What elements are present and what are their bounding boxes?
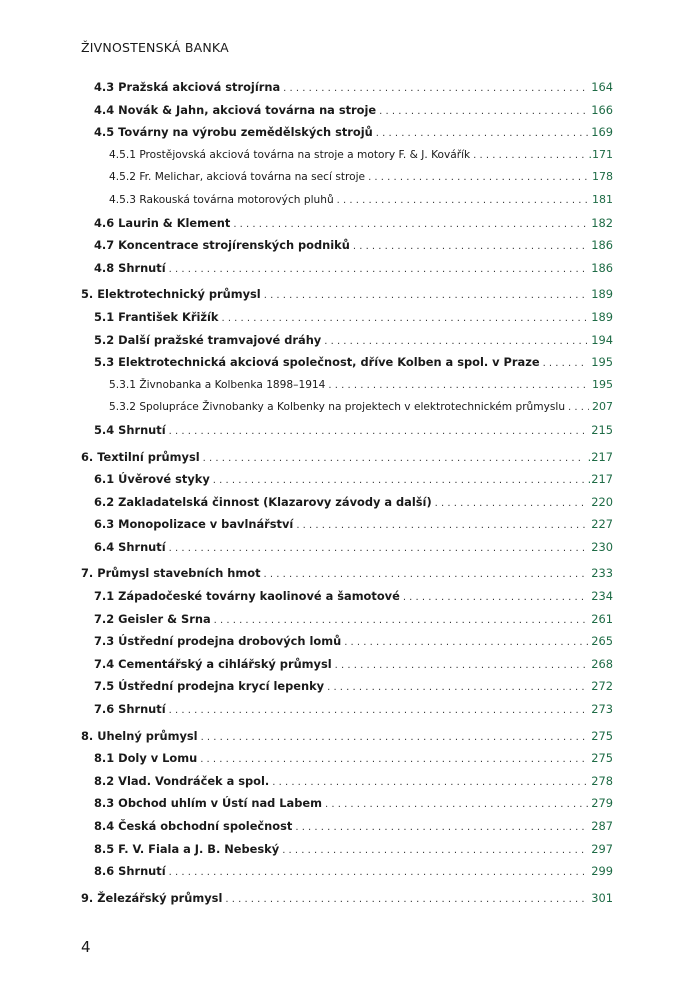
- dot-leader: [568, 397, 589, 420]
- dot-leader: [233, 214, 588, 237]
- toc-entry-page: 189: [591, 287, 613, 302]
- toc-entry-title: 5.3.1 Živnobanka a Kolbenka 1898–1914: [109, 378, 326, 391]
- toc-entry-title: 8. Uhelný průmysl: [81, 728, 198, 743]
- toc-entry-title: 5. Elektrotechnický průmysl: [81, 287, 261, 302]
- toc-entry: [81, 351, 613, 374]
- toc-entry-page: 215: [591, 422, 613, 437]
- toc-entry: [81, 76, 613, 99]
- toc-entry-page: 169: [591, 125, 613, 140]
- toc-entry: [81, 536, 613, 559]
- toc-entry-page: 275: [591, 728, 613, 743]
- toc-entry-page: 297: [591, 841, 613, 856]
- toc-entry-page: 273: [591, 702, 613, 717]
- toc-entry: [81, 396, 613, 419]
- toc-entry: [81, 698, 613, 721]
- toc-entry-page: 230: [591, 539, 613, 554]
- toc-entry-title: 5.1 František Křižík: [94, 309, 219, 324]
- toc-entry-title: 4.5.3 Rakouská továrna motorových pluhů: [109, 193, 334, 206]
- toc-entry-title: 7.2 Geisler & Srna: [94, 611, 211, 626]
- toc-entry: [81, 257, 613, 280]
- dot-leader: [325, 794, 588, 817]
- toc-entry-title: 4.6 Laurin & Klement: [94, 215, 231, 230]
- dot-leader: [403, 587, 588, 610]
- toc-entry: [81, 306, 613, 329]
- toc-entry: [81, 446, 613, 469]
- dot-leader: [225, 889, 588, 912]
- toc-entry-page: 195: [591, 355, 613, 370]
- toc-entry-page: 166: [591, 102, 613, 117]
- toc-entry: [81, 329, 613, 352]
- dot-leader: [435, 493, 589, 516]
- toc-entry: [81, 468, 613, 491]
- toc-entry-page: 220: [591, 494, 613, 509]
- dot-leader: [264, 564, 589, 587]
- dot-leader: [169, 700, 589, 723]
- toc-entry-page: 227: [591, 517, 613, 532]
- toc-entry-title: 8.5 F. V. Fiala a J. B. Nebeský: [94, 841, 280, 856]
- toc-entry-title: 8.4 Česká obchodní společnost: [94, 819, 293, 833]
- toc-entry-title: 9. Železářský průmysl: [81, 890, 223, 905]
- toc-entry-title: 6. Textilní průmysl: [81, 449, 200, 464]
- toc-entry-title: 8.1 Doly v Lomu: [94, 751, 198, 766]
- toc-entry-page: 186: [591, 238, 613, 253]
- toc-entry-page: 275: [591, 751, 613, 766]
- toc-entry-page: 195: [592, 377, 613, 391]
- toc-entry-page: 233: [591, 566, 613, 581]
- running-head: ŽIVNOSTENSKÁ BANKA: [81, 40, 229, 55]
- toc-entry: [81, 608, 613, 631]
- dot-leader: [282, 840, 588, 863]
- toc-entry-page: 234: [591, 589, 613, 604]
- dot-leader: [169, 538, 589, 561]
- toc-entry: [81, 491, 613, 514]
- toc-entry-title: 7.1 Západočeské továrny kaolinové a šamotové: [94, 589, 400, 604]
- toc-entry-page: .217: [587, 449, 613, 464]
- toc-entry: [81, 513, 613, 536]
- toc-entry-title: 7.5 Ústřední prodejna krycí lepenky: [94, 679, 325, 694]
- dot-leader: [296, 515, 588, 538]
- toc-entry: [81, 166, 613, 189]
- toc-entry-title: 4.7 Koncentrace strojírenských podniků: [94, 238, 350, 253]
- toc-entry-page: 182: [591, 215, 613, 230]
- toc-entry-title: 7.3 Ústřední prodejna drobových lomů: [94, 634, 342, 649]
- toc-entry-page: 265: [591, 634, 613, 649]
- toc-entry-page: 186: [591, 260, 613, 275]
- dot-leader: [337, 190, 589, 213]
- dot-leader: [368, 167, 589, 190]
- toc-entry-page: 164: [591, 80, 613, 94]
- toc-entry-title: 4.5.1 Prostějovská akciová továrna na stroje a motory F. & J. Kovářík: [109, 148, 471, 161]
- toc-entry-page: 194: [591, 332, 613, 347]
- toc-entry: [81, 838, 613, 861]
- dot-leader: [169, 259, 589, 282]
- dot-leader: [295, 817, 588, 840]
- toc-entry: [81, 770, 613, 793]
- toc-entry: [81, 675, 613, 698]
- toc-entry-title: 8.3 Obchod uhlím v Ústí nad Labem: [94, 796, 322, 811]
- toc-entry: [81, 212, 613, 235]
- toc-entry: [81, 860, 613, 883]
- toc-entry-page: 278: [591, 773, 613, 788]
- toc-entry-page: 299: [591, 864, 613, 879]
- toc-entry: [81, 99, 613, 122]
- toc-entry: [81, 144, 613, 167]
- toc-entry-page: 268: [591, 656, 613, 671]
- toc-entry: [81, 189, 613, 212]
- dot-leader: [344, 632, 588, 655]
- toc-entry-page: .217: [587, 472, 613, 487]
- toc-entry-title: 7. Průmysl stavebních hmot: [81, 566, 261, 581]
- toc-entry: [81, 815, 613, 838]
- dot-leader: [376, 123, 588, 146]
- dot-leader: [473, 145, 585, 168]
- dot-leader: [379, 101, 588, 124]
- dot-leader: [283, 78, 588, 101]
- toc-entry-title: 6.1 Úvěrové styky: [94, 472, 210, 487]
- toc-entry-title: 5.3.2 Spolupráce Živnobanky a Kolbenky na projektech v elektrotechnickém průmyslu: [109, 401, 566, 414]
- toc-entry-title: 7.4 Cementářský a cihlářský průmysl: [94, 656, 332, 671]
- toc-entry-page: 189: [591, 309, 613, 324]
- toc-entry-page: 301: [591, 890, 613, 905]
- toc-entry-page: 287: [591, 819, 613, 833]
- toc-entry-title: 8.2 Vlad. Vondráček a spol.: [94, 773, 270, 788]
- toc-entry: [81, 792, 613, 815]
- dot-leader: [272, 772, 588, 795]
- toc-entry: [81, 653, 613, 676]
- toc-entry: [81, 887, 613, 910]
- dot-leader: [335, 655, 589, 678]
- dot-leader: [327, 677, 588, 700]
- toc-entry: [81, 630, 613, 653]
- dot-leader: [214, 610, 589, 633]
- dot-leader: [200, 749, 588, 772]
- toc-entry: [81, 725, 613, 748]
- toc-entry-title: 5.3 Elektrotechnická akciová společnost, dříve Kolben a spol. v Praze: [94, 355, 540, 370]
- toc-entry: [81, 283, 613, 306]
- dot-leader: [203, 448, 585, 471]
- toc-entry-title: 4.4 Novák & Jahn, akciová továrna na stroje: [94, 102, 377, 117]
- dot-leader: [264, 285, 589, 308]
- toc-entry-title: 5.2 Další pražské tramvajové dráhy: [94, 332, 322, 347]
- toc-entry: [81, 419, 613, 442]
- dot-leader: [213, 470, 585, 493]
- toc-entry-page: 261: [591, 611, 613, 626]
- toc-entry-page: 272: [591, 679, 613, 694]
- toc-entry-title: 8.6 Shrnutí: [94, 864, 166, 879]
- dot-leader: [221, 308, 588, 331]
- toc-entry-page: 279: [591, 796, 613, 811]
- toc-entry: [81, 585, 613, 608]
- dot-leader: [169, 862, 589, 885]
- dot-leader: [543, 353, 589, 376]
- toc-entry: [81, 121, 613, 144]
- toc-entry-title: 4.8 Shrnutí: [94, 260, 166, 275]
- table-of-contents: [81, 76, 613, 909]
- toc-entry-title: 4.5.2 Fr. Melichar, akciová továrna na secí stroje: [109, 171, 366, 184]
- toc-entry-title: 4.3 Pražská akciová strojírna: [94, 80, 281, 94]
- toc-entry: [81, 234, 613, 257]
- toc-entry-title: 4.5 Továrny na výrobu zemědělských strojů: [94, 125, 373, 140]
- page-number: 4: [81, 938, 91, 956]
- toc-entry: [81, 374, 613, 397]
- toc-entry-page: 181: [592, 192, 613, 206]
- toc-entry-title: 5.4 Shrnutí: [94, 422, 166, 437]
- dot-leader: [324, 331, 588, 354]
- dot-leader: [328, 375, 589, 398]
- toc-entry-title: 6.4 Shrnutí: [94, 539, 166, 554]
- toc-entry-page: 207: [592, 400, 613, 414]
- toc-entry-page: 178: [592, 170, 613, 184]
- dot-leader: [201, 727, 589, 750]
- toc-entry-page: .171: [588, 147, 613, 161]
- toc-entry: [81, 747, 613, 770]
- toc-entry-title: 6.2 Zakladatelská činnost (Klazarovy závody a další): [94, 494, 432, 509]
- toc-entry-title: 6.3 Monopolizace v bavlnářství: [94, 517, 294, 532]
- dot-leader: [353, 236, 588, 259]
- toc-entry: [81, 562, 613, 585]
- toc-entry-title: 7.6 Shrnutí: [94, 702, 166, 717]
- dot-leader: [169, 421, 589, 444]
